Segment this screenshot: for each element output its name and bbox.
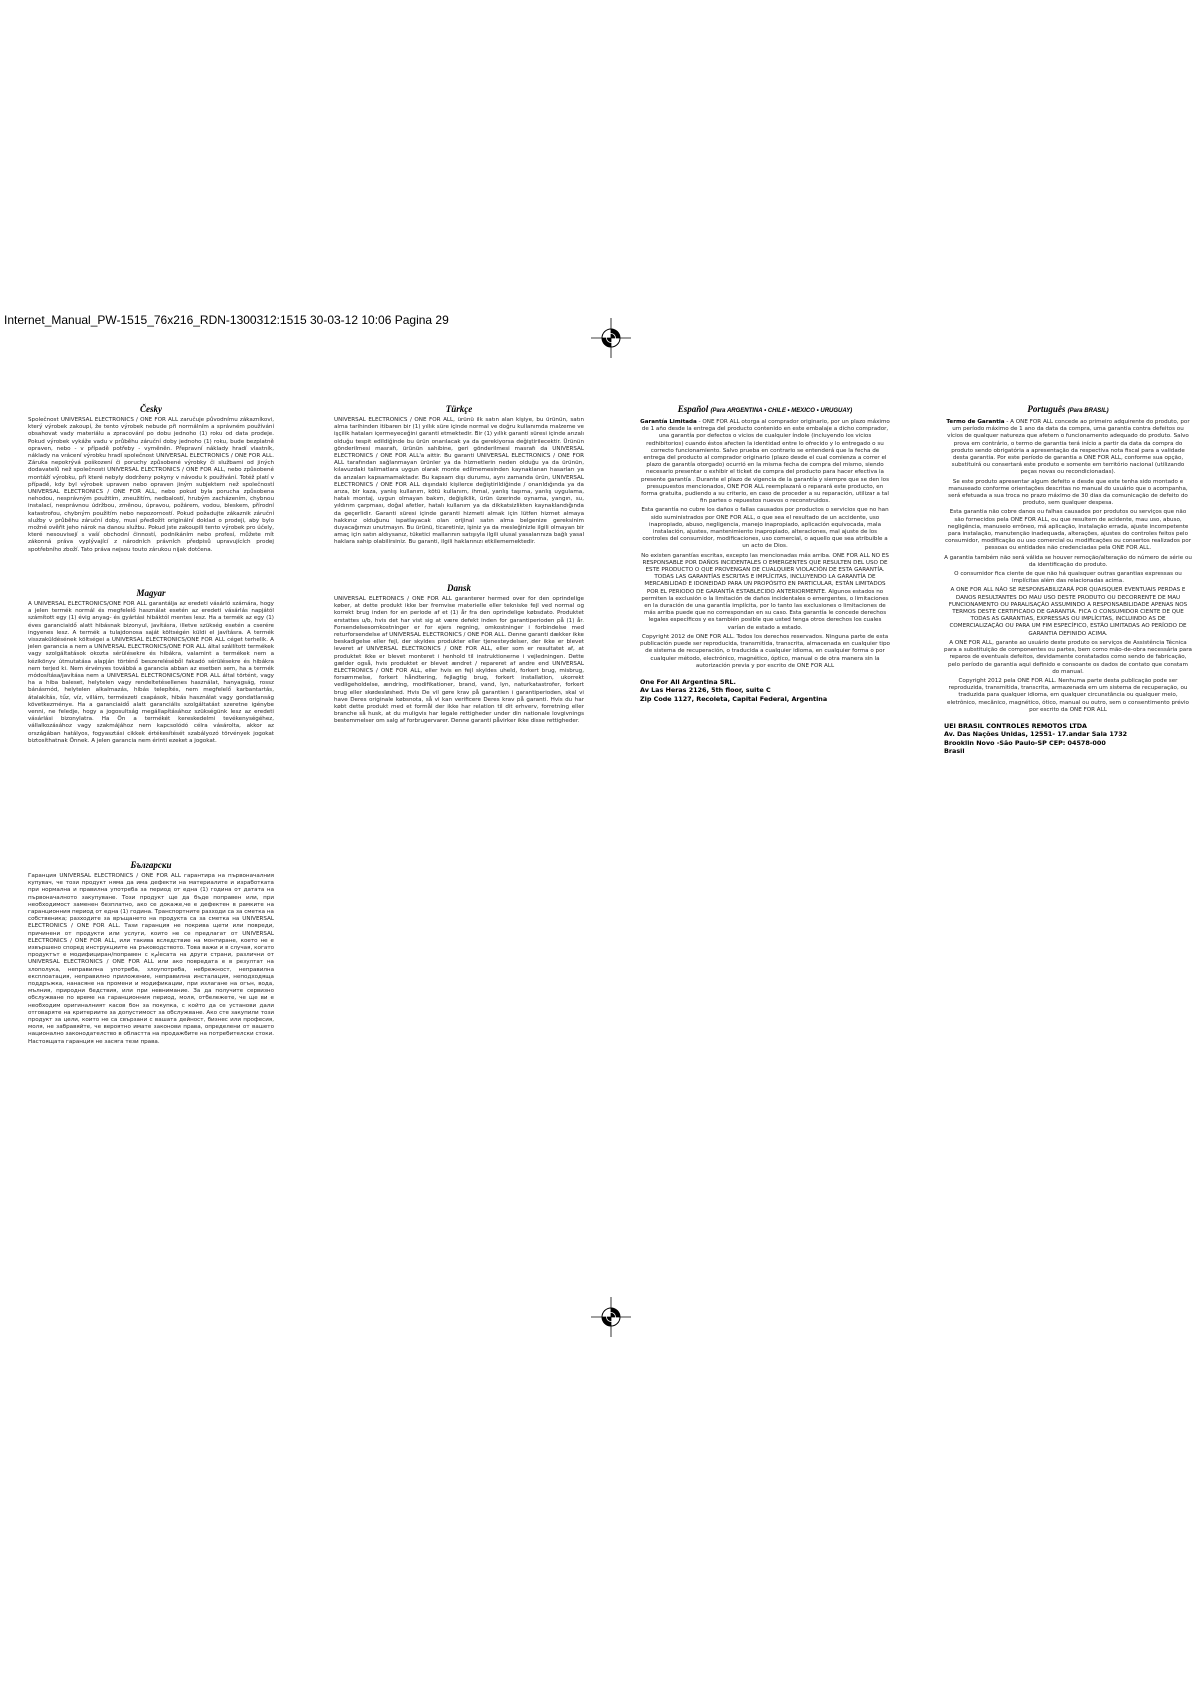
section-body: A ONE FOR ALL NÃO SE RESPONSABILIZARÁ POR QUAISQUER EVENTUAIS PERDAS E DANOS RESULTANTES DO MAU USO DESTE PRODUTO OU DECORRENTE DE MAU FUNCIONAMENTO OU PARALISAÇÃO ASSUMINDO A RESPONSABILIDADE APENAS NOS TERMOS DESTE CERTIFICADO DE GARANTIA. FICA O CONSUMIDOR CIENTE DE QUE TODAS AS GARANTIAS, EXPRESSAS OU IMPLÍCITAS, INCLUINDO AS DE COMERCIALIZAÇÃO OU PARA UM FIM ESPECÍFICO, ESTÃO LIMITADAS AO PERÍODO DE GARANTIA DEFINIDO ACIMA. xyxy=(948,587,1188,637)
section-body xyxy=(640,419,890,505)
section-dansk xyxy=(334,582,584,757)
section-body: Copyright 2012 pela ONE FOR ALL. Nenhuma parte desta publicação pode ser reproduzida, transmitida, transcrita, armazenada em um sistema de recuperação, ou traduzida para qualquer idioma, em qualquer circunstância ou qualquer meio, eletrônico, mecânico, magnético, ótico, manual ou outro, sem o consentimento prévio por escrito da ONE FOR ALL xyxy=(947,677,1189,713)
section-espanol xyxy=(640,403,890,783)
section-body: Esta garantía no cubre los daños o fallas causados por productos o servicios que no han sido suministrados por ONE FOR ALL, o que sea el resultado de un accidente, uso inapropiado, abuso, negligencia, manejo inapropiado, aplicación equivocada, mala instalación, ajustes, mantenimiento inapropiado, alteraciones, mal ajuste de los controles del consumidor, modificaciones, uso comercial, o aquello que sea atribuible a un acto de Dios. xyxy=(641,507,889,550)
section-title xyxy=(944,403,1192,417)
section-magyar xyxy=(28,587,274,775)
section-cesky xyxy=(28,403,274,578)
section-body: UNIVERSAL ELECTRONICS / ONE FOR ALL, ürünü ilk satın alan kişiye, bu ürünün, satın alma tarihinden itibaren bir (1) yıllık süre içinde normal ve doğru kullanımda malzeme ve işçilik hataları içermeyeceğini garanti etmektedir. Bir (1) yıllık garanti süresi içinde arızalı olduğu tespit edildiğinde bu ürün onarılacak ya da gerekiyorsa değiştirilecektir. Ürünün gönderilmesi masrafı, ürünün sahibine, geri gönderilmesi masrafı da UNIVERSAL ELECTRONICS / ONE FOR ALL'a aittir. Bu garanti UNIVERSAL ELECTRONICS / ONE FOR ALL tarafından sağlanmayan ürünler ya da hizmetlerin neden olduğu ya da ürünün, kılavuzdaki talimatlara uygun olarak monte edilmemesinden kaynaklanan hasarları ya da arızaları kapsamamaktadır. Bu kapsam dışı durumu, aynı zamanda ürün, UNIVERSAL ELECTRONICS / ONE FOR ALL dışındaki kişilerce değiştirildiğinde / onarıldığında ya da arıza, bir kaza, yanlış kullanım, kötü kullanım, ihmal, yanlış taşıma, yanlış uygulama, hatalı montaj, uygun olmayan bakım, değişiklik, ürün üzerinde oynama, yangın, su, yıldırım çarpması, doğal afetler, hatalı kullanım ya da dikkatsizlikten kaynaklandığında da geçerlidir. Garanti süresi içinde garanti hizmeti almak için lütfen hizmet almaya hakkınız olduğunu ispatlayacak olan orijinal satın alma belgenize gereksinim duyacağımızı unutmayın. Bu ürünü, ticaretiniz, işiniz ya da mesleğinizle ilgili olmayan bir amaç için satın aldıysanız, tüketici mallarının satışıyla ilgili ulusal yasalarınıza bağlı yasal haklara sahip olabilirsiniz. Bu garanti, ilgili haklarınızı etkilememektedir. xyxy=(334,417,584,546)
section-body: Гаранция UNIVERSAL ELECTRONICS / ONE FOR ALL гарантира на първоначалния купувач, че този продукт няма да има дефекти на материалите и изработката при нормална и правилна употреба за период от една (1) година от датата на първоначалното закупуване. Този продукт ще да бъде поправен или, при необходимост заменен безплатно, ако се докаже,че е дефектен в рамките на гаранционния период от една (1) година. Транспортните разходи са за сметка на собственика; разходите за връщането на продукта са за сметка на UNIVERSAL ELECTRONICS / ONE FOR ALL. Тази гаранция не покрива щети или повреди, причинени от продукти или услуги, които не се предлагат от UNIVERSAL ELECTRONICS / ONE FOR ALL, или такива вследствие на монтиране, което не е извършено според инструкциите на ръководството. Това важи и в случая, когато продуктът е модифициран/поправен с кامесата на други страни, различни от UNIVERSAL ELECTRONICS / ONE FOR ALL или ако повредата е в резултат на злополука, неправилна употреба, злоупотреба, небрежност, неправилна експлоатация, неправилно приложение, неправилна инсталация, неподходяща поддръжка, нанасяне на промени и модификации, при излагане на огън, вода, мълния, природни бедствия, или при невнимание. За да получите сервизно обслужване по време на гаранционния период, моля, отбележете, че ще ви е необходим оригиналният касов бон за покупка, с който да се установи дали отговаряте на критериите за допустимост за обслужване. Ако сте закупили този продукт за цели, които не са свързани с вашата дейност, бизнес или професия, моля, не забравяйте, че вероятно имате законови права, определени от вашето национално законодателство в областта на продажбите на потребителски стоки. Настоящата гаранция не засяга тези права. xyxy=(28,873,274,1045)
section-body: No existen garantías escritas, excepto las mencionadas más arriba. ONE FOR ALL NO ES RESPONSABLE POR DAÑOS INCIDENTALES O EMERGENTES QUE RESULTEN DEL USO DE ESTE PRODUCTO O QUE PROVENGAN DE CUALQUIER VIOLACIÓN DE ESTA GARANTÍA. TODAS LAS GARANTÍAS ESCRITAS E IMPLÍCITAS, INCLUYENDO LA GARANTÍA DE MERCABILIDAD E IDONEIDAD PARA UN PROPÓSITO EN PARTICULAR, ESTÁN LIMITADOS POR EL PERIODO DE GARANTÍA ESTABLECIDO ANTERIORMENTE. Algunos estados no permiten la exclusión o la limitación de daños incidentales o emergentes, o limitaciones en la duración de una garantía implícita, por lo tanto las exclusiones o limitaciones de más arriba puede que no correspondan en su caso. Esta garantía le concede derechos legales específicos y es también posible que usted tenga otros derechos los cuales varían de estado a estado. xyxy=(641,552,889,631)
address-line: UEI BRASIL CONTROLES REMOTOS LTDA xyxy=(944,721,1087,730)
section-title: Dansk xyxy=(446,583,471,593)
section-body: O consumidor fica ciente de que não há quaisquer outras garantias expressas ou implícitas além das relacionadas acima. xyxy=(954,571,1182,585)
address-line: One For All Argentina SRL. xyxy=(640,677,736,686)
section-title: Česky xyxy=(140,404,162,414)
section-body: A garantia também não será válida se houver remoção/alteração do número de série ou da identificação do produto. xyxy=(944,554,1192,568)
section-portugues xyxy=(944,403,1192,813)
address-line: Av. Das Nações Unidas, 12551- 17.andar Sala 1732 xyxy=(944,730,1128,739)
section-body: UNIVERSAL ELETRONICS / ONE FOR ALL garanterer hermed over for den oprindelige køber, at dette produkt ikke ber fremvise materielle eller tekniske fejl ved normal og korrekt brug inden for en periode af et (1) år fra den oprindelige købsdato. Produktet erstattes u/b, hvis det har vist sig at være defekt inden for garantiperioden på (1) år. Forsendelsesomkostninger er for ejers regning, omkostninger i forbindelse med returforsendelse af UNIVERSAL ELECTRONICS / ONE FOR ALL. Denne garanti dækker ikke beskadigelse eller fejl, der skyldes produkter eller tjenesteydelser, der ikke er blevet leveret af UNIVERSAL ELECTRONICS / ONE FOR ALL, eller som er resultatet af, at produktet ikke er blevet monteret i henhold til instruktionerne i vejledningen. Dette gælder også, hvis produktet er blevet ændret / repareret af andre end UNIVERSAL ELECTRONICS / ONE FOR ALL, eller hvis en fejl skyldes uheld, forkert brug, misbrug, forsømmelse, forkert håndtering, fejlagtig brug, forkert installation, ukorrekt vedligeholdelse, ændring, modifikationer, brand, vand, lyn, naturkatastrofer, forkert brug eller skødesløshed. Hvis De vil gøre krav på garantien i garantiperioden, skal vi have Deres originale købsnota, så vi kan verificere Deres krav på garanti. Hvis du har købt dette produkt med et formål der ikke har relation til dit erhverv, forretning eller branche så husk, at du muligvis har legale rettigheder under din nationale lovgivnings bestemmelser om salg af forbrugervarer. Denne garanti påvirker ikke disse rettigheder. xyxy=(334,596,584,725)
section-title xyxy=(640,403,890,417)
section-turkce xyxy=(334,403,584,578)
section-subtitle: (Para ARGENTINA • CHILE • MEXICO • URUGUAY) xyxy=(710,408,853,414)
address-line: Av Las Heras 2126, 5th floor, suite C xyxy=(640,686,771,695)
lead-text: Termo de Garantia xyxy=(946,419,1005,425)
lead-text: Garantía Limitada xyxy=(640,419,697,425)
address-block xyxy=(640,678,890,703)
address-line: Zip Code 1127, Recoleta, Capital Federal, Argentina xyxy=(640,694,828,703)
section-title: Български xyxy=(130,860,172,870)
body-text: - A ONE FOR ALL concede ao primeiro adquirente do produto, por um período máximo de 1 ano da data da compra, uma garantia contra defeitos ou vícios de qualquer natureza que afetem o funcionamento adequado do produto. Salvo prova em contrário, o termo de garantia terá início a partir da data da compra do produto sendo obrigatória a apresentação da respectiva nota fiscal para a validade desta garantia. Por este período de garantia a ONE FOR ALL, conforme sua opção, substituirá ou consertará este produto e somente em território nacional (utilizando peças novas ou recondicionadas). xyxy=(947,419,1190,476)
section-body: A ONE FOR ALL, garante ao usuário deste produto os serviços de Assistência Técnica para a substituição de componentes ou partes, bem como mão-de-obra necessária para reparos de eventuais defeitos, devidamente constatados como sendo de fabricação, pelo período de garantia aqui definido e consoante os dados de contato que constam do manual. xyxy=(944,639,1192,675)
section-title-text: Español xyxy=(677,404,709,414)
section-title-text: Português xyxy=(1027,404,1066,414)
registration-mark-top xyxy=(591,318,631,358)
address-line: Brooklin Novo -São Paulo-SP CEP: 04578-000 xyxy=(944,738,1106,747)
section-body: Copyright 2012 de ONE FOR ALL. Todos los derechos reservados. Ninguna parte de esta publicación puede ser reproducida, transmitida, transcrita, almacenada en cualquier tipo de sistema de recuperación, o traducida a cualquier idioma, en cualquier forma o por cualquier método, electrónico, magnético, óptico, manual o de otra manera sin la autorización previa y por escrito de ONE FOR ALL xyxy=(640,633,890,669)
section-body xyxy=(944,419,1192,477)
section-title: Türkçe xyxy=(445,404,473,414)
section-body: Se este produto apresentar algum defeito e desde que este tenha sido montado e manuseado conforme orientações descritas no manual do usuário que o acompanha, será efetuada a sua troca no prazo máximo de 30 dias da comunicação de defeito do produto, sem qualquer despesa. xyxy=(948,478,1188,507)
section-body: Esta garantia não cobre danos ou falhas causados por produtos ou serviços que não são fornecidos pela ONE FOR ALL, ou que resultem de acidente, mau uso, abuso, negligência, manuseio errôneo, má aplicação, instalação errada, ajuste incompetente para instalação, manutenção inadequada, alterações, ajustes do controles feitos pelo consumidor, modificação ou uso comercial ou modificações ou consertos realizados por pessoas ou entidades não credenciadas pela ONE FOR ALL. xyxy=(945,509,1191,552)
registration-mark-bottom xyxy=(591,1297,631,1337)
body-text: - ONE FOR ALL otorga al comprador originario, por un plazo máximo de 1 año desde la entrega del producto contenido en este embalaje a dicho comprador, una garantía por defectos o vicios de cualquier índole (incluyendo los vicios redhibitorios) cuando éstos afecten la identidad entre lo ofrecido y lo entregado o su correcto funcionamiento. Salvo prueba en contrario se entenderá que la fecha de entrega del producto al comprador originario (plazo desde el cual comienza a correr el plazo de garantía otorgado) ocurrió en la misma fecha de compra del mismo, siendo necesario presentar o exhibir el ticket de compra del producto para hacer efectiva la presente garantía . Durante el plazo de vigencia de la garantía y siempre que se den los presupuestos mencionados, ONE FOR ALL reemplazará o reparará este producto, en forma gratuita, pudiendo a su criterio, en caso de proceder a su reparación, utilizar a tal fin partes o repuestos nuevos o reconstruidos. xyxy=(640,419,890,505)
crosshair-icon xyxy=(591,318,631,358)
printer-slug: Internet_Manual_PW-1515_76x216_RDN-1300312:1515 30-03-12 10:06 Pagina 29 xyxy=(4,313,449,327)
crosshair-icon xyxy=(591,1297,631,1337)
section-title: Magyar xyxy=(136,588,166,598)
section-subtitle: (Para BRASIL) xyxy=(1067,408,1109,414)
section-body: Společnost UNIVERSAL ELECTRONICS / ONE FOR ALL zaručuje původnímu zákazníkovi, který výrobek zakoupí, že tento výrobek nebude při normálním a správném používání obsahovat vady materiálu a zpracování po dobu jednoho (1) roku od data prodeje. Pokud výrobek vykáže vadu v průběhu záruční doby jednoho (1) roku, bude bezplatně opraven, nebo - v případě potřeby - vyměněn. Přepravní náklady hradí vlastník, náklady na vrácení výrobku hradí společnost UNIVERSAL ELECTRONICS / ONE FOR ALL. Záruka nepokrývá poškození či poruchy způsobené výrobky či službami od jiných dodavatelů než společnosti UNIVERSAL ELECTRONICS / ONE FOR ALL, nebo způsobené montáží výrobku, při které nebyly dodrženy pokyny v návodu k používání. Totéž platí v případě, kdy byl výrobek upraven nebo opraven jiným subjektem než společností UNIVERSAL ELECTRONICS / ONE FOR ALL, nebo pokud byla porucha způsobena nehodou, nesprávným použitím, zneužitím, nedbalostí, hrubým zacházením, chybnou instalací, nesprávnou údržbou, změnou, úpravou, požárem, vodou, bleskem, přírodní katastrofou, chybným použitím nebo nepozorností. Pokud požadujte zákaznik záruční služby v průběhu záruční doby, musí předložit originální doklad o prodeji, aby bylo možné ověřit jeho nárok na danou službu. Pokud jste zakoupili tento výrobek pro účely, které nesouvisejí s vaší obchodní činností, podnikáním nebo profesí, můžete mít zákonná práva vyplývající z národních právních předpisů upravujících prodej spotřebního zboží. Tato práva nejsou touto zárukou nijak dotčena. xyxy=(28,417,274,553)
section-bulgarian xyxy=(28,859,274,1064)
address-line: Brasil xyxy=(944,747,965,756)
section-body: A UNIVERSAL ELECTRONICS/ONE FOR ALL garantálja az eredeti vásárló számára, hogy a jelen termék normál és megfelelő használat esetén az eredeti vásárlás napjától számított egy (1) évig anyag- és gyártási hibáktól mentes lesz. Ha a termék az egy (1) éves garanciaidő alatt hibásnak bizonyul, javításra, illetve szükség esetén a cserére ingyenes lesz. A termék a tulajdonosa saját költségén küldi el javításra. A termék visszaküldésének költségei a UNIVERSAL ELECTRONICS/ONE FOR ALL céget terhelik. A jelen garancia a nem a UNIVERSAL ELECTRONICS/ONE FOR ALL által szállított termékek vagy szolgáltatások okozta sérülésekre és hibákra, valamint a termékek nem a kézikönyv útmutatása alapján történő beszereléséből fakadó sérülésekre és hibákra nem terjed ki. Nem érvényes továbbá a garancia abban az esetben sem, ha a termék módosítása/javítása nem a UNIVERSAL ELECTRONICS/ONE FOR ALL által történt, vagy ha a hiba baleset, helytelen vagy rendeltetésellenes használat, hanyagság, rossz bánásmód, helytelen alkalmazás, hibás telepítés, nem megfelelő karbantartás, átalakítás, tűz, víz, villám, természeti csapások, hibás használat vagy gondatlanság következménye. Ha a garanciaidő alatt garanciális szolgáltatást szeretne igénybe venni, ne feledje, hogy a jogosultság megállapításához szükségünk lesz az eredeti vásárlási bizonylatra. Ha Ön a termékét kereskedelmi tevékenységéhez, vállalkozásához vagy szakmájához nem kapcsolódó célra vásárolta, akkor az országában hatályos, fogyasztási cikkek értékesítését szabályozó törvények jogokat biztosíthatnak Önnek. A jelen garancia nem érinti ezeket a jogokat. xyxy=(28,601,274,744)
address-block xyxy=(944,722,1192,756)
